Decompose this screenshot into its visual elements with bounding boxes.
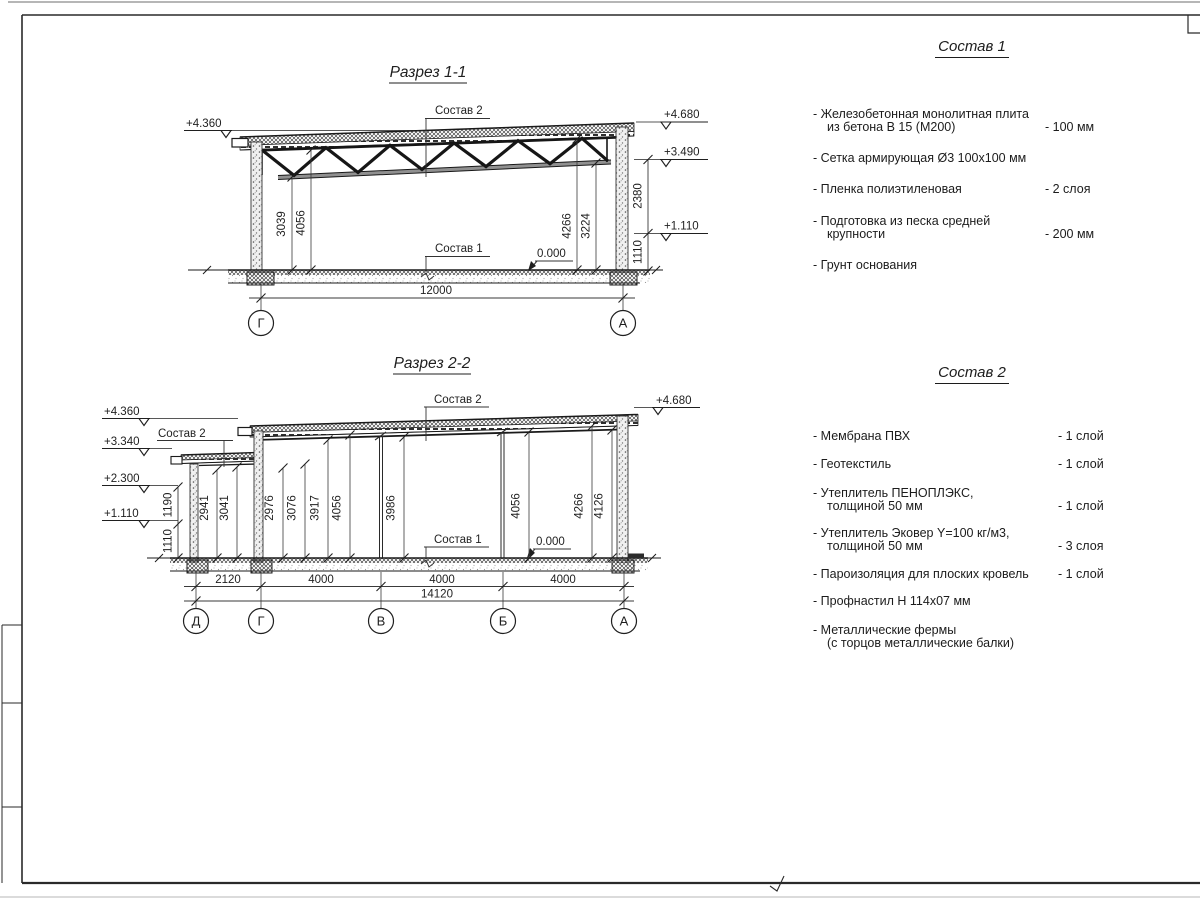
wall-axis-g (254, 431, 263, 562)
dim-label: 3039 (276, 211, 288, 237)
material-text: - Утеплитель ПЕНОПЛЭКС, (813, 485, 974, 500)
sostav1-list (813, 40, 1131, 272)
dim-label: 4000 (550, 574, 576, 586)
roof-beam-line (199, 464, 258, 466)
elevation-mark (634, 395, 700, 415)
material-item (813, 215, 1131, 242)
material-text: крупности (827, 227, 886, 241)
axis-bubbles (249, 311, 636, 336)
material-text: - Мембрана ПВХ (813, 428, 911, 443)
material-item (813, 527, 1131, 554)
elevation-label: +2.300 (104, 473, 140, 485)
material-qty: - 100 мм (1045, 120, 1095, 134)
elevation-label: +3.490 (664, 146, 700, 159)
material-qty: - 1 слой (1058, 566, 1104, 581)
axis-label: А (619, 613, 629, 629)
material-text: - Железобетонная монолитная плита (813, 106, 1029, 121)
material-text: - Пароизоляция для плоских кровель (813, 566, 1029, 581)
elevation-mark (636, 109, 708, 129)
section-2-2-title: Разрез 2-2 (393, 355, 471, 372)
footing (251, 560, 272, 573)
section-1-1 (184, 64, 708, 336)
material-text: толщиной 50 мм (827, 539, 923, 553)
material-item (813, 430, 1131, 444)
callout-label: Состав 2 (434, 394, 482, 406)
bottom-dims (249, 284, 635, 310)
annex-roof-slab (171, 453, 258, 466)
truss-bottom-chord (278, 162, 611, 178)
axis-label: Б (498, 613, 508, 629)
elevation-label: +3.340 (104, 436, 140, 448)
material-text: - Сетка армирующая Ø3 100х100 мм (813, 150, 1027, 165)
axis-label: Д (191, 613, 201, 629)
material-text: - Грунт основания (813, 257, 918, 272)
dim-label-total: 14120 (421, 588, 453, 601)
dim-label-total: 12000 (420, 285, 452, 297)
frame-corner-box (1188, 15, 1200, 33)
material-qty: - 1 слой (1058, 457, 1104, 471)
footing (247, 272, 274, 285)
footing (612, 560, 634, 573)
material-qty: - 1 слой (1058, 428, 1104, 443)
elevation-mark (102, 406, 238, 426)
dim-label: 4266 (561, 213, 574, 239)
dim-label: 3224 (580, 213, 593, 239)
dim-label: 4056 (295, 210, 308, 236)
dim-label: 4266 (573, 493, 586, 519)
dim-label: 1110 (162, 529, 175, 553)
elevation-mark (634, 147, 708, 167)
sostav2-list (813, 366, 1131, 651)
axis-label: Г (257, 613, 265, 629)
material-item (813, 152, 1131, 166)
material-item (813, 259, 1131, 273)
roof-edge-plate (238, 428, 252, 436)
material-qty: - 200 мм (1045, 227, 1095, 241)
axis-label: В (376, 613, 386, 629)
material-qty: - 3 слоя (1058, 539, 1104, 553)
elevation-mark (634, 221, 708, 241)
material-item (813, 458, 1131, 472)
material-text: - Профнастил Н 114х07 мм (813, 594, 971, 608)
zero-label: 0.000 (537, 248, 566, 260)
material-text: толщиной 50 мм (827, 499, 923, 513)
material-text: - Геотекстиль (813, 457, 892, 471)
zero-level-mark (527, 536, 571, 558)
material-qty: - 1 слой (1058, 499, 1104, 513)
material-item (813, 595, 1131, 609)
zero-level-mark (528, 248, 573, 271)
material-text: - Подготовка из песка средней (813, 213, 991, 228)
zero-label: 0.000 (536, 536, 565, 548)
axis-label: А (618, 315, 628, 331)
axis-label: Г (257, 315, 265, 331)
material-text: - Пленка полиэтиленовая (813, 182, 962, 196)
dim-label: 1110 (632, 240, 645, 264)
dim-label: 4000 (429, 574, 455, 586)
material-text: - Утеплитель Эковер Y=100 кг/м3, (813, 525, 1010, 540)
callout-label: Состав 1 (434, 534, 482, 546)
dim-label: 3986 (385, 495, 398, 521)
right-dim-chain (633, 155, 653, 276)
material-text: (с торцов металлические балки) (827, 636, 1015, 650)
dim-label: 2120 (215, 574, 241, 586)
elevation-label: +4.360 (186, 118, 222, 130)
dim-label: 3076 (286, 495, 299, 521)
material-item (813, 624, 1131, 651)
dim-label: 2976 (264, 495, 276, 521)
floor-edge-ledge (628, 554, 644, 559)
section-1-1-title: Разрез 1-1 (389, 64, 467, 81)
bottom-dims (184, 572, 634, 608)
material-item (813, 108, 1131, 135)
elevation-label: +1.110 (104, 508, 139, 520)
elevation-mark (102, 473, 178, 493)
margin-cells (2, 625, 22, 883)
section-2-2 (102, 355, 700, 634)
dim-label: 4056 (331, 495, 344, 521)
material-item (813, 487, 1131, 514)
material-text: из бетона В 15 (М200) (827, 120, 956, 134)
dim-label: 4126 (593, 493, 606, 519)
dim-label: 2380 (632, 183, 645, 209)
elevation-label: +4.680 (664, 109, 700, 121)
wall-axis-d (190, 464, 198, 562)
axis-bubbles (184, 609, 637, 634)
left-dim-chain (163, 483, 183, 563)
roof-edge-plate (171, 457, 182, 465)
callout-label: Состав 1 (435, 243, 483, 255)
dim-label: 4000 (308, 574, 334, 586)
dim-label: 3041 (219, 495, 231, 521)
elevation-label: +4.360 (104, 406, 140, 418)
wall-axis-g (251, 142, 262, 270)
elevation-label: +1.110 (664, 220, 699, 233)
material-item (813, 183, 1131, 197)
material-qty: - 2 слоя (1045, 182, 1091, 196)
elevation-label: +4.680 (656, 395, 692, 407)
dim-label: 4056 (510, 493, 523, 519)
callout-label: Состав 2 (435, 105, 483, 117)
callout-label: Состав 2 (158, 428, 206, 440)
dim-label: 3917 (309, 495, 322, 521)
main-roof-slab (238, 415, 638, 441)
dim-label: 2941 (199, 495, 211, 521)
material-text: - Металлические фермы (813, 622, 957, 637)
roof-edge-plate (232, 139, 248, 148)
footing (610, 272, 637, 285)
sostav2-title: Состав 2 (813, 366, 1131, 380)
footing (187, 560, 208, 573)
wall-axis-a (616, 127, 628, 270)
dim-label: 1190 (162, 492, 175, 518)
wall-axis-a (617, 416, 628, 563)
material-item (813, 568, 1131, 582)
sostav1-title: Состав 1 (813, 40, 1131, 54)
